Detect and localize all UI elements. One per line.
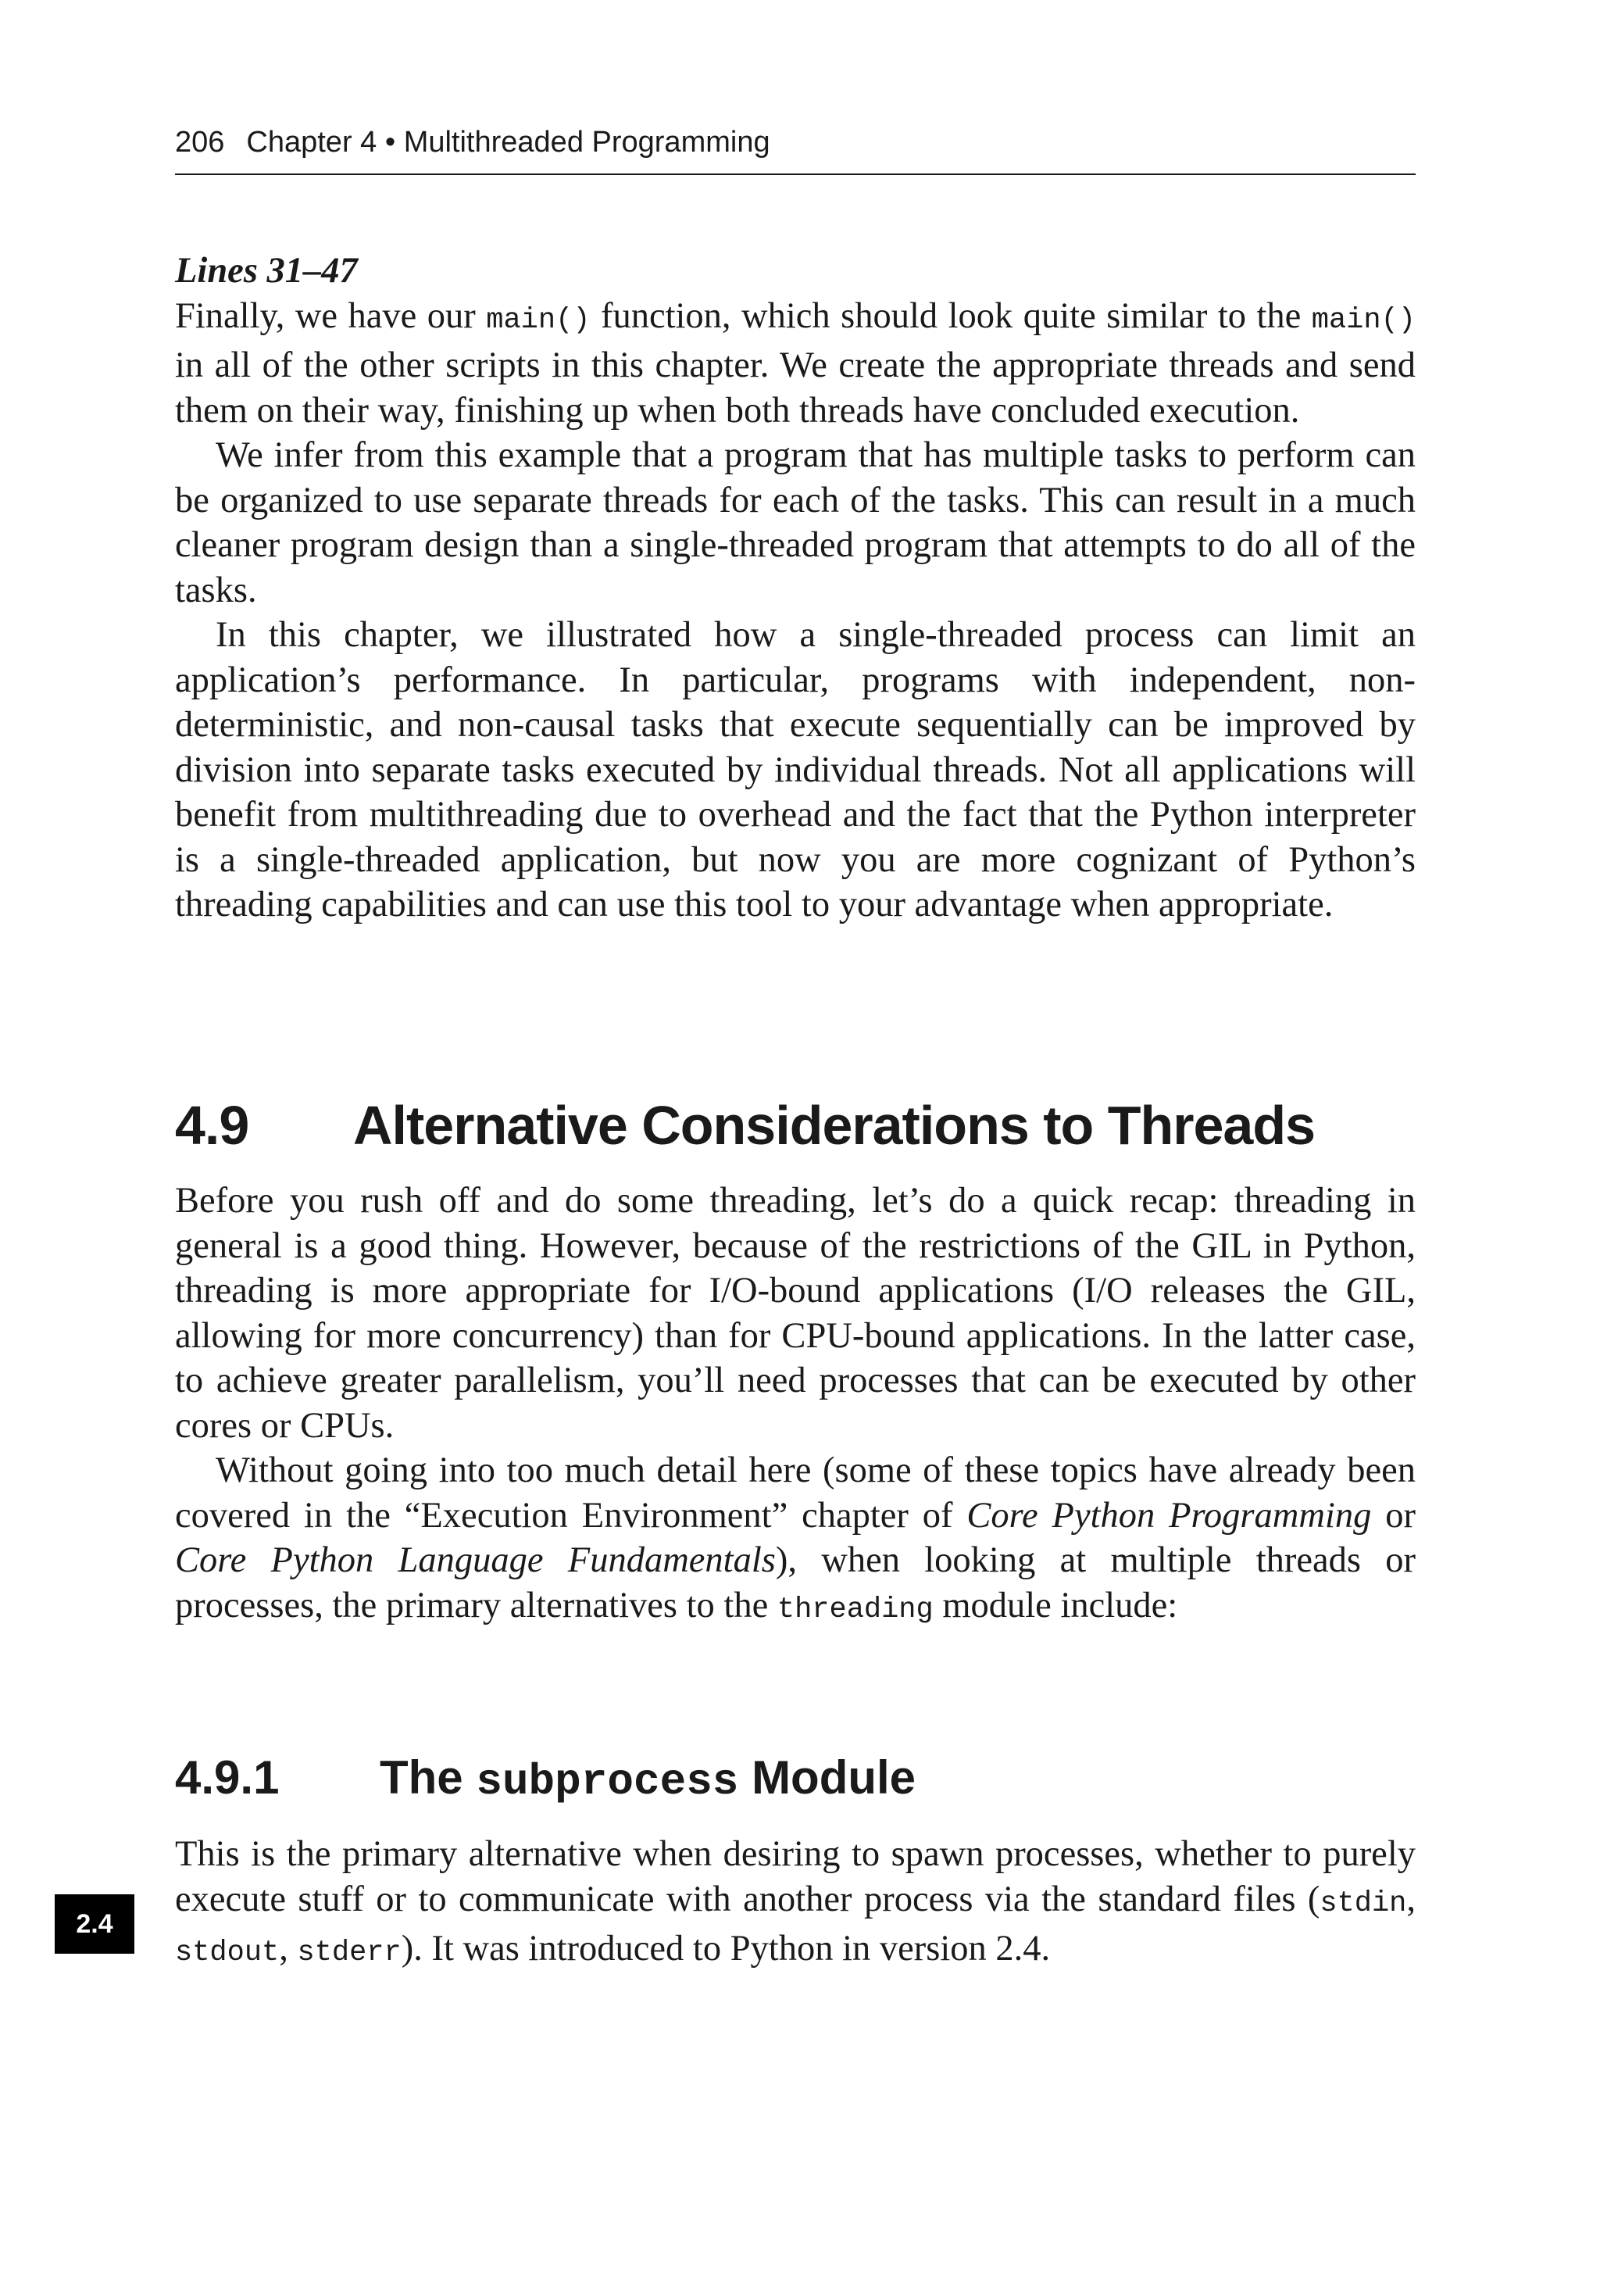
paragraph: We infer from this example that a program that has multiple tasks to perform can be organized to use separate threads for each of the tasks. This can result in a much cleaner program design than a single-threaded program that attempts to do all of the tasks. — [175, 435, 1416, 610]
text-run: This is the primary alternative when desiring to spawn processes, whether to purely execute stuff or to communicate with another process via the standard files ( — [175, 1834, 1416, 1919]
chapter-title: Chapter 4 • Multithreaded Programming — [246, 126, 770, 159]
text-run: module include: — [933, 1585, 1178, 1625]
paragraph — [175, 1448, 1416, 1633]
code-stdin: stdin — [1320, 1887, 1407, 1920]
text-run: Without going into too much detail here (some of these topics have already been covered in the “Execution Environment” chapter of — [175, 1450, 1416, 1536]
paragraph — [175, 1832, 1416, 1976]
section-4-9-1-body — [175, 1832, 1416, 1976]
section-title: Alternative Considerations to Threads — [353, 1095, 1316, 1156]
text-run: ). It was introduced to Python in version 2.4. — [401, 1929, 1051, 1969]
text-run: or — [1371, 1495, 1416, 1536]
paragraph: Before you rush off and do some threading, let’s do a quick recap: threading in general is a good thing. However, because of the restrictions of the GIL in Python, threading is more appropriate for I/O-bound applications (I/O releases the GIL, allowing for more concurrency) than for CPU-bound applications. In the latter case, to achieve greater parallelism, you’ll need processes that can be executed by other cores or CPUs. — [175, 1181, 1416, 1446]
code-main: main() — [1311, 303, 1416, 337]
code-stderr: stderr — [297, 1937, 402, 1969]
section-4-9-body — [175, 1178, 1416, 1633]
subsection-heading-4-9-1 — [175, 1751, 1416, 1809]
code-stdout: stdout — [175, 1937, 280, 1969]
subsection-title: Module — [738, 1751, 916, 1804]
subsection-number: 4.9.1 — [175, 1751, 280, 1804]
text-run: , — [279, 1929, 298, 1969]
text-run: in all of the other scripts in this chapter. We create the appropriate threads and send them on their way, finishing up when both threads have concluded execution. — [175, 345, 1416, 431]
code-threading: threading — [777, 1593, 934, 1626]
section-number: 4.9 — [175, 1095, 249, 1156]
running-head — [175, 123, 1416, 175]
text-run: function, which should look quite similar to the — [590, 295, 1312, 336]
lines-31-47-block — [175, 249, 1416, 928]
subsection-title: The — [380, 1751, 477, 1804]
page-number: 206 — [175, 126, 225, 159]
paragraph — [175, 294, 1416, 434]
subsection-title-code: subprocess — [476, 1757, 739, 1807]
lines-label: Lines 31–47 — [175, 251, 358, 291]
code-main: main() — [486, 303, 591, 337]
text-run: Finally, we have our — [175, 295, 487, 336]
book-title: Core Python Language Fundamentals — [175, 1540, 776, 1580]
section-heading-4-9 — [175, 1094, 1416, 1157]
paragraph: In this chapter, we illustrated how a single-threaded process can limit an application’s performance. In particular, programs with independent, non-deterministic, and non-causal tasks that execute sequentially can be improved by division into separate tasks executed by individual threads. Not all applications will benefit from multithreading due to overhead and the fact that the Python interpreter is a single-threaded application, but now you are more cognizant of Python’s threading capabilities and can use this tool to your advantage when appropriate. — [175, 615, 1416, 924]
text-run: ), when looking at multiple threads or processes, the primary alternatives to the — [175, 1540, 1416, 1625]
version-badge: 2.4 — [55, 1894, 134, 1954]
book-title: Core Python Programming — [966, 1495, 1372, 1536]
text-run: , — [1406, 1879, 1416, 1919]
